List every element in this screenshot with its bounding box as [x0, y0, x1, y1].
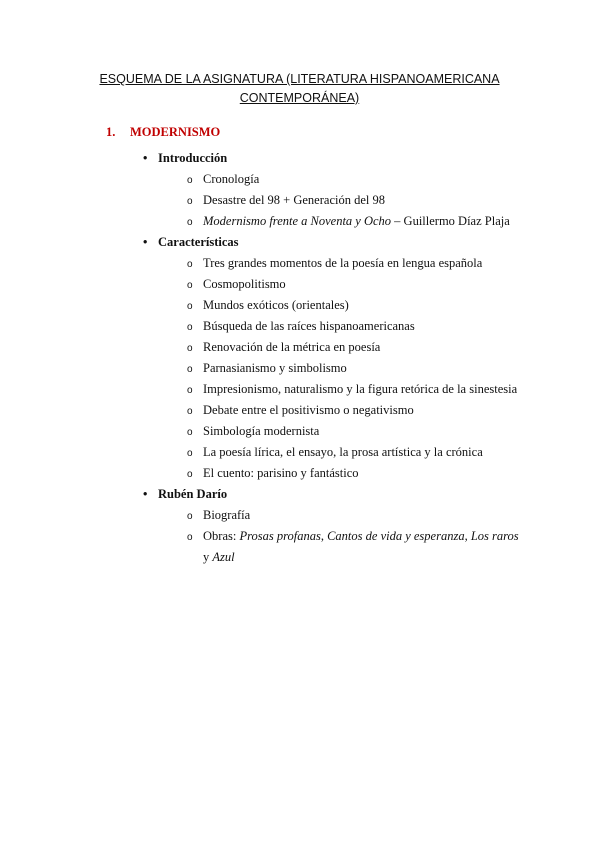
sub-marker: o — [187, 322, 193, 333]
obras-separator: , — [320, 529, 328, 543]
list-item — [187, 465, 359, 483]
list-item-text: Cronología — [203, 172, 260, 186]
list-item-text: Simbología modernista — [203, 424, 320, 438]
sub-marker: o — [187, 427, 193, 438]
page-title — [80, 70, 519, 108]
obra-title: Los raros — [470, 529, 519, 543]
sub-marker: o — [187, 364, 193, 375]
obra-title: Prosas profanas — [239, 529, 321, 543]
page-title-line-2: CONTEMPORÁNEA) — [239, 91, 360, 105]
list-item-text: El cuento: parisino y fantástico — [203, 466, 359, 480]
list-item — [187, 297, 349, 315]
obras-prefix: Obras: — [203, 529, 240, 543]
obra-title: Azul — [212, 550, 235, 564]
page-title-line-1: ESQUEMA DE LA ASIGNATURA (LITERATURA HISPANOAMERICANA — [99, 72, 500, 86]
obras-separator: , — [464, 529, 471, 543]
list-item-italic-title: Modernismo frente a Noventa y Ocho — [203, 214, 392, 228]
list-item-text: Cosmopolitismo — [203, 277, 286, 291]
list-item — [187, 381, 517, 399]
section-title: MODERNISMO — [130, 125, 221, 139]
sub-marker: o — [187, 217, 193, 228]
list-item-obras — [187, 528, 519, 546]
sub-marker: o — [187, 469, 193, 480]
list-item — [187, 255, 482, 273]
list-item-text: Búsqueda de las raíces hispanoamericanas — [203, 319, 415, 333]
list-item-text: Impresionismo, naturalismo y la figura retórica de la sinestesia — [203, 382, 518, 396]
bullet-label: Características — [158, 235, 239, 249]
obras-conjunction: y — [203, 550, 213, 564]
sub-marker: o — [187, 532, 193, 543]
list-item — [187, 507, 250, 525]
list-item — [187, 171, 259, 189]
sub-marker: o — [187, 343, 193, 354]
sub-marker: o — [187, 301, 193, 312]
list-item — [187, 402, 414, 420]
sub-marker: o — [187, 259, 193, 270]
bullet-caracteristicas — [143, 234, 239, 250]
list-item — [187, 192, 385, 210]
list-item-text: Biografía — [203, 508, 251, 522]
section-heading-modernismo — [106, 125, 220, 140]
list-item-text: Parnasianismo y simbolismo — [203, 361, 347, 375]
sub-marker: o — [187, 385, 193, 396]
sub-marker: o — [187, 280, 193, 291]
section-number: 1. — [106, 125, 116, 139]
sub-marker: o — [187, 406, 193, 417]
sub-marker: o — [187, 175, 193, 186]
bullet-ruben-dario — [143, 486, 227, 502]
list-item-obras-continued — [203, 549, 235, 565]
obra-title: Cantos de vida y esperanza — [327, 529, 465, 543]
bullet-introduccion — [143, 150, 227, 166]
list-item — [187, 339, 380, 357]
list-item — [187, 423, 319, 441]
sub-marker: o — [187, 196, 193, 207]
list-item — [187, 444, 483, 462]
list-item — [187, 213, 510, 231]
bullet-label: Rubén Darío — [158, 487, 228, 501]
sub-marker: o — [187, 511, 193, 522]
list-item — [187, 318, 415, 336]
list-item-text: Desastre del 98 + Generación del 98 — [203, 193, 385, 207]
sub-marker: o — [187, 448, 193, 459]
list-item — [187, 360, 347, 378]
bullet-marker: • — [143, 487, 148, 501]
list-item-text: Mundos exóticos (orientales) — [203, 298, 349, 312]
list-item-text: – Guillermo Díaz Plaja — [391, 214, 510, 228]
bullet-marker: • — [143, 235, 148, 249]
bullet-label: Introducción — [158, 151, 228, 165]
list-item-text: Debate entre el positivismo o negativismo — [203, 403, 414, 417]
list-item-text: Tres grandes momentos de la poesía en lengua española — [203, 256, 483, 270]
list-item-text: Renovación de la métrica en poesía — [203, 340, 381, 354]
bullet-marker: • — [143, 151, 148, 165]
list-item-text: La poesía lírica, el ensayo, la prosa artística y la crónica — [203, 445, 483, 459]
list-item — [187, 276, 286, 294]
